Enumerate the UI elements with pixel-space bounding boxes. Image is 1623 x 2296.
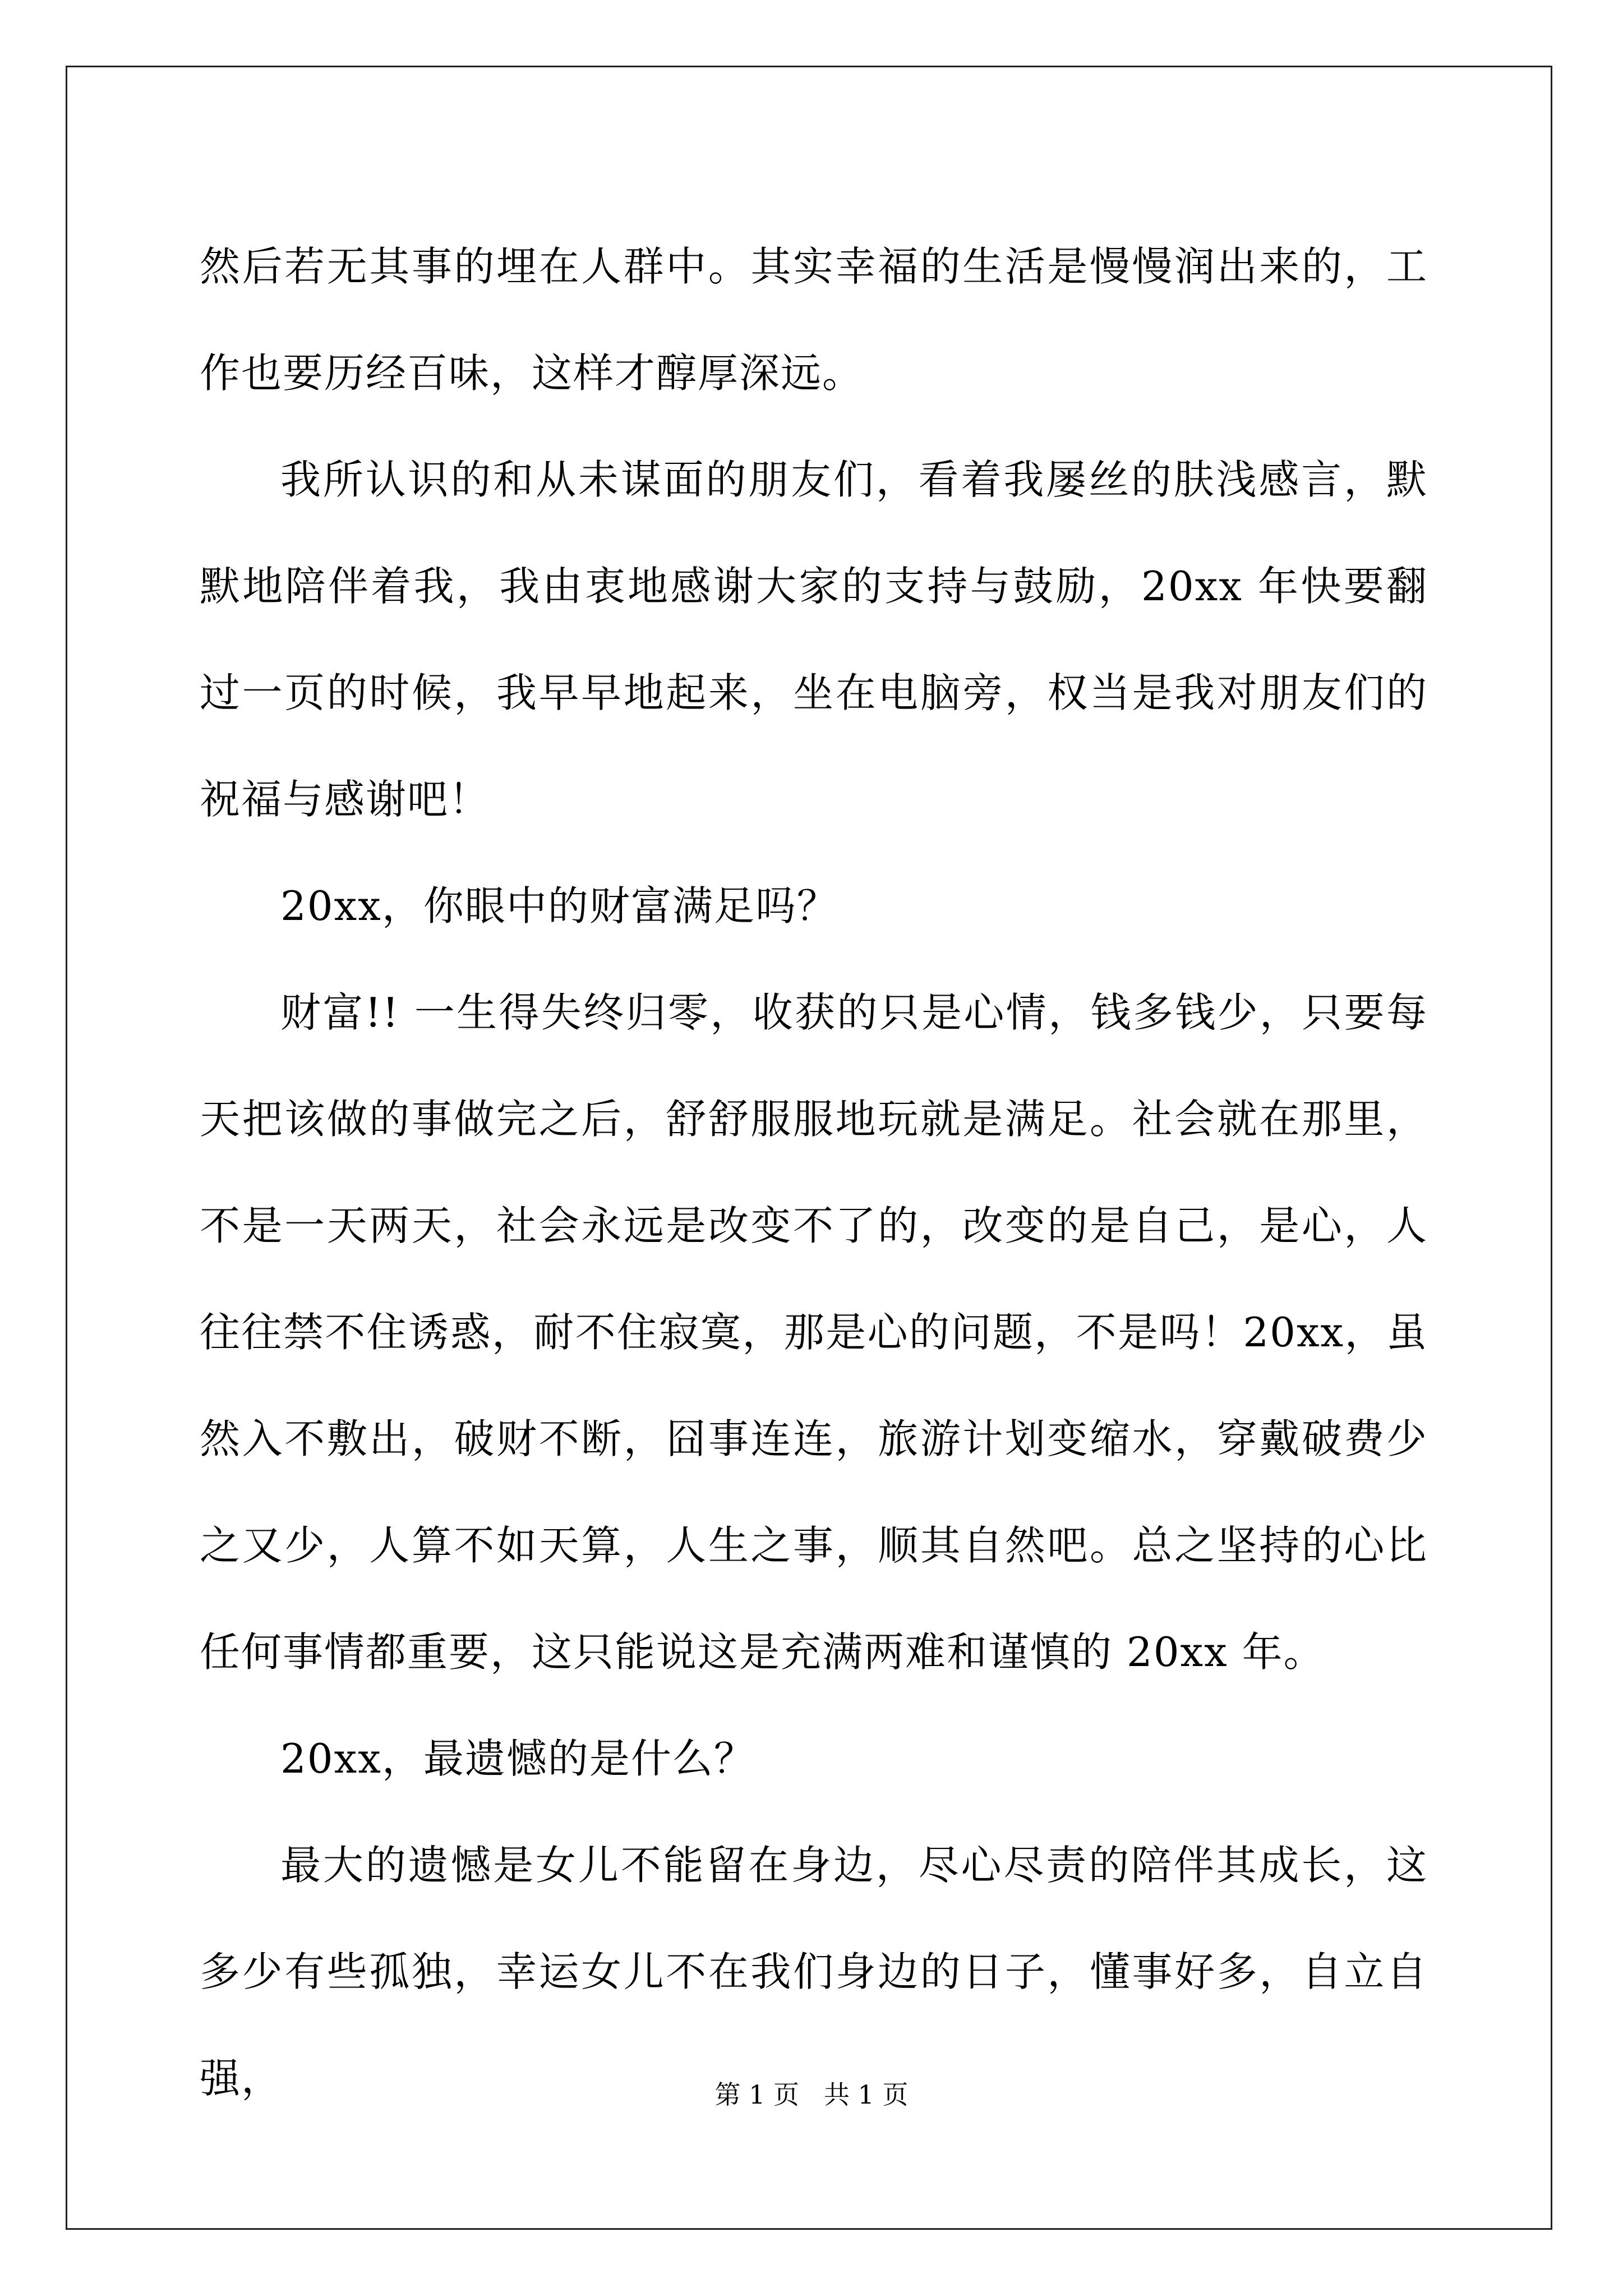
document-body xyxy=(200,213,1428,2132)
paragraph-5-heading: 20xx，最遗憾的是什么？ xyxy=(280,1735,755,1782)
paragraph-1: 然后若无其事的埋在人群中。其实幸福的生活是慢慢润出来的，工作也要历经百味，这样才醇厚深远。 xyxy=(200,243,1428,397)
page-footer xyxy=(0,2078,1623,2111)
paragraph-4: 财富!! 一生得失终归零，收获的只是心情，钱多钱少，只要每天把该做的事做完之后，舒舒服服地玩就是满足。社会就在那里，不是一天两天，社会永远是改变不了的，改变的是自己，是心，人往往禁不住诱惑，耐不住寂寞，那是心的问题，不是吗！20xx，虽然入不敷出，破财不断，囧事连连，旅游计划变缩水，穿戴破费少之又少，人算不如天算，人生之事，顺其自然吧。总之坚持的心比任何事情都重要，这只能说这是充满两难和谨慎的 20xx 年。 xyxy=(200,989,1428,1676)
paragraph-3-heading: 20xx，你眼中的财富满足吗？ xyxy=(280,882,838,930)
paragraph-2: 我所认识的和从未谋面的朋友们，看着我屡丝的肤浅感言，默默地陪伴着我，我由衷地感谢大家的支持与鼓励，20xx 年快要翻过一页的时候，我早早地起来，坐在电脑旁，权当是我对朋友们的祝福与感谢吧！ xyxy=(200,456,1428,823)
paragraph-6: 最大的遗憾是女儿不能留在身边，尽心尽责的陪伴其成长，这多少有些孤独，幸运女儿不在我们身边的日子，懂事好多，自立自强， xyxy=(200,1842,1428,2102)
page-number: 第 1 页 xyxy=(714,2079,800,2110)
page-total: 共 1 页 xyxy=(823,2079,909,2110)
